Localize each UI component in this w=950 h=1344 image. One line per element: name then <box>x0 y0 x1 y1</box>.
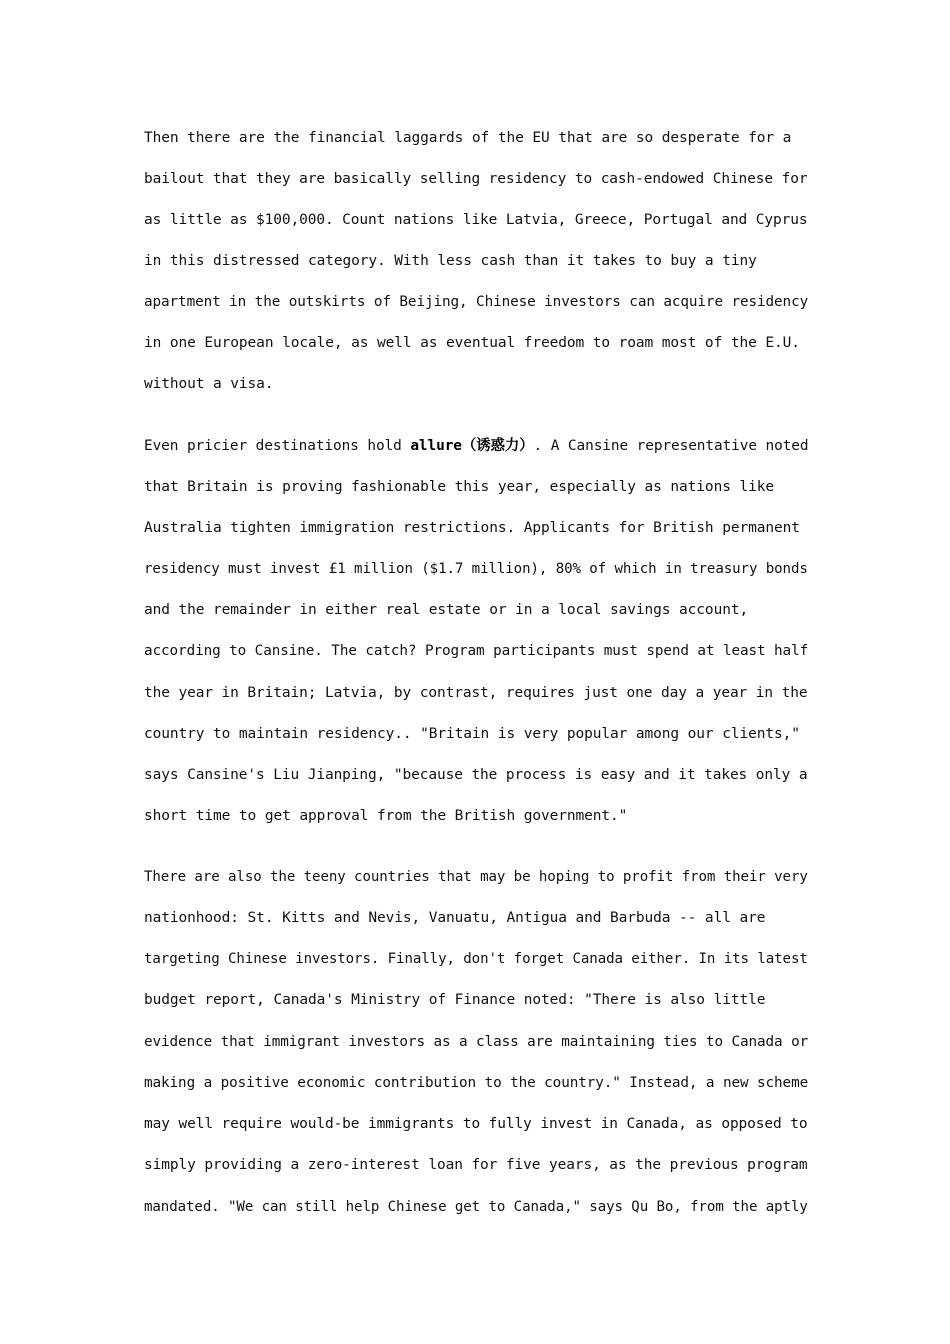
text-line <box>144 436 808 456</box>
text-line: Then there are the financial laggards of the EU that are so desperate for a <box>144 130 792 146</box>
text-line: in this distressed category. With less cash than it takes to buy a tiny <box>144 253 757 269</box>
text-line: in one European locale, as well as eventual freedom to roam most of the E.U. <box>144 335 800 351</box>
text-line: short time to get approval from the British government." <box>144 808 628 824</box>
text-line: the year in Britain; Latvia, by contrast, requires just one day a year in the <box>144 685 808 701</box>
vocabulary-term: allure（诱惑力） <box>410 438 534 454</box>
text-line: nationhood: St. Kitts and Nevis, Vanuatu, Antigua and Barbuda -- all are <box>144 910 766 926</box>
text-line: may well require would-be immigrants to fully invest in Canada, as opposed to <box>144 1116 808 1132</box>
text-line: without a visa. <box>144 376 274 392</box>
text-line: country to maintain residency.. "Britain is very popular among our clients," <box>144 726 800 742</box>
text-line: residency must invest £1 million ($1.7 million), 80% of which in treasury bonds <box>144 561 808 577</box>
text-line: evidence that immigrant investors as a class are maintaining ties to Canada or <box>144 1034 809 1050</box>
text-run: . A Cansine representative noted <box>533 438 809 454</box>
text-line: targeting Chinese investors. Finally, don't forget Canada either. In its latest <box>144 951 808 967</box>
text-line: budget report, Canada's Ministry of Finance noted: "There is also little <box>144 992 766 1008</box>
text-line: according to Cansine. The catch? Program participants must spend at least half <box>144 643 809 659</box>
text-run: Even pricier destinations hold <box>144 438 411 454</box>
text-line: that Britain is proving fashionable this year, especially as nations like <box>144 479 774 495</box>
text-line: as little as $100,000. Count nations like Latvia, Greece, Portugal and Cyprus <box>144 212 808 228</box>
text-line: simply providing a zero-interest loan for five years, as the previous program <box>144 1157 808 1173</box>
text-line: Australia tighten immigration restrictions. Applicants for British permanent <box>144 520 800 536</box>
text-line: says Cansine's Liu Jianping, "because the process is easy and it takes only a <box>144 767 808 783</box>
text-line: making a positive economic contribution to the country." Instead, a new scheme <box>144 1075 809 1091</box>
text-line: apartment in the outskirts of Beijing, Chinese investors can acquire residency <box>144 294 809 310</box>
text-line: There are also the teeny countries that may be hoping to profit from their very <box>144 869 808 885</box>
text-line: mandated. "We can still help Chinese get to Canada," says Qu Bo, from the aptly <box>144 1199 808 1215</box>
text-line: and the remainder in either real estate or in a local savings account, <box>144 602 749 618</box>
text-line: bailout that they are basically selling residency to cash-endowed Chinese for <box>144 171 808 187</box>
